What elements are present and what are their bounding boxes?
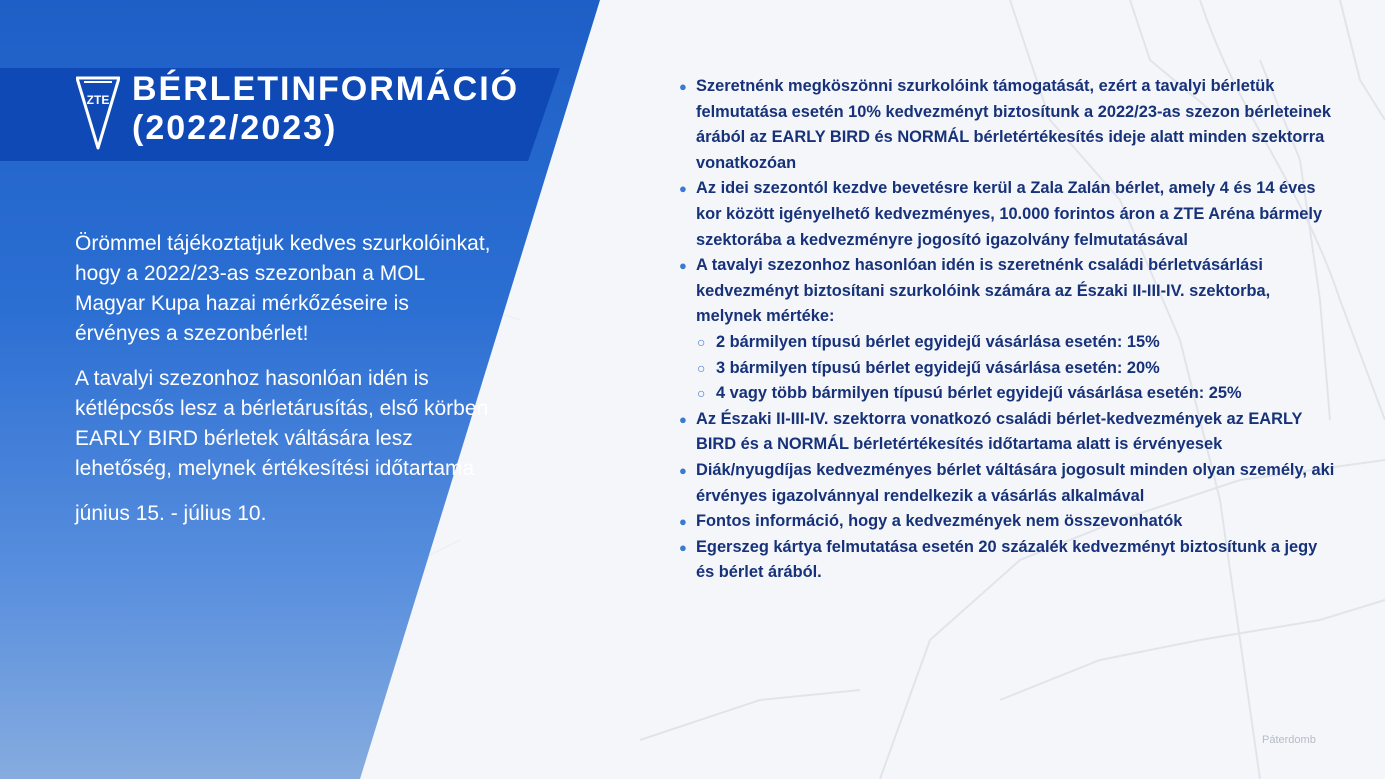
- bullet-icon: ●: [679, 462, 687, 478]
- intro-paragraph-2: A tavalyi szezonhoz hasonlóan idén is kétlépcsős lesz a bérletárusítás, első körben EARLY BIRD bérletek váltására lesz lehetőség, melynek értékesítési időtartama: [75, 367, 489, 480]
- logo-lettering: ZTE: [86, 93, 110, 107]
- title-line-2: (2022/2023): [132, 109, 338, 147]
- intro-text: [75, 229, 495, 529]
- info-subitem: [676, 356, 1336, 382]
- info-item-text: Az idei szezontól kezdve bevetésre kerül a Zala Zalán bérlet, amely 4 és 14 éves kor között igényelhető kedvezményes, 10.000 forintos áron a ZTE Aréna bármely szektorába a kedvezményre jogosító igazolvány felmutatásával: [696, 179, 1323, 249]
- info-item: [676, 407, 1336, 458]
- info-item-text: Szeretnénk megköszönni szurkolóink támogatását, ezért a tavalyi bérletük felmutatása esetén 10% kedvezményt biztosítunk a 2022/23-as szezon bérleteinek árából az EARLY BIRD és NORMÁL bérletértékesítés ideje alatt minden szektorra vonatkozóan: [696, 77, 1331, 172]
- intro-paragraph-1: Örömmel tájékoztatjuk kedves szurkolóinkat, hogy a 2022/23-as szezonban a MOL Magyar Kupa hazai mérkőzéseire is érvényes a szezonbérlet!: [75, 232, 491, 345]
- info-item-text: Fontos információ, hogy a kedvezmények nem összevonhatók: [696, 512, 1183, 531]
- bullet-icon: ●: [679, 539, 687, 555]
- bullet-icon: ●: [679, 181, 687, 197]
- info-item: [676, 74, 1336, 176]
- info-list: [676, 74, 1336, 586]
- info-subitem-text: 2 bármilyen típusú bérlet egyidejű vásárlása esetén: 15%: [716, 332, 1160, 351]
- circle-bullet-icon: ○: [697, 385, 706, 402]
- info-item: [676, 253, 1336, 330]
- bullet-icon: ●: [679, 514, 687, 530]
- title-line-1: BÉRLETINFORMÁCIÓ: [132, 70, 520, 108]
- info-subitem: [676, 330, 1336, 356]
- info-item-text: Az Északi II-III-IV. szektorra vonatkozó családi bérlet-kedvezmények az EARLY BIRD és a NORMÁL bérletértékesítés időtartama alatt is érvényesek: [696, 409, 1303, 454]
- info-item: [676, 176, 1336, 253]
- bullet-icon: ●: [679, 411, 687, 427]
- info-item: [676, 458, 1336, 509]
- info-item: [676, 535, 1336, 586]
- bullet-icon: ●: [679, 258, 687, 274]
- info-item-text: Diák/nyugdíjas kedvezményes bérlet váltására jogosult minden olyan személy, aki érvényes igazolvánnyal rendelkezik a vásárlás alkalmával: [696, 460, 1335, 505]
- sale-dates: június 15. - július 10.: [75, 502, 267, 525]
- info-item: [676, 509, 1336, 535]
- page-title: [132, 70, 519, 148]
- info-subitem-text: 3 bármilyen típusú bérlet egyidejű vásárlása esetén: 20%: [716, 358, 1160, 377]
- info-subitem-text: 4 vagy több bármilyen típusú bérlet egyidejű vásárlása esetén: 25%: [716, 384, 1242, 403]
- info-item-text: A tavalyi szezonhoz hasonlóan idén is szeretnénk családi bérletvásárlási kedvezményt biztosítani szurkolóink számára az Északi II-III-IV. szektorba, melynek mértéke:: [696, 256, 1271, 326]
- map-label-paterdomb: Páterdomb: [1262, 734, 1316, 746]
- info-item-text: Egerszeg kártya felmutatása esetén 20 százalék kedvezményt biztosítunk a jegy és bérlet árából.: [696, 537, 1318, 582]
- bullet-icon: ●: [679, 79, 687, 94]
- circle-bullet-icon: ○: [697, 359, 706, 376]
- circle-bullet-icon: ○: [697, 333, 706, 350]
- info-subitem: [676, 381, 1336, 407]
- zte-logo-icon: [76, 76, 120, 150]
